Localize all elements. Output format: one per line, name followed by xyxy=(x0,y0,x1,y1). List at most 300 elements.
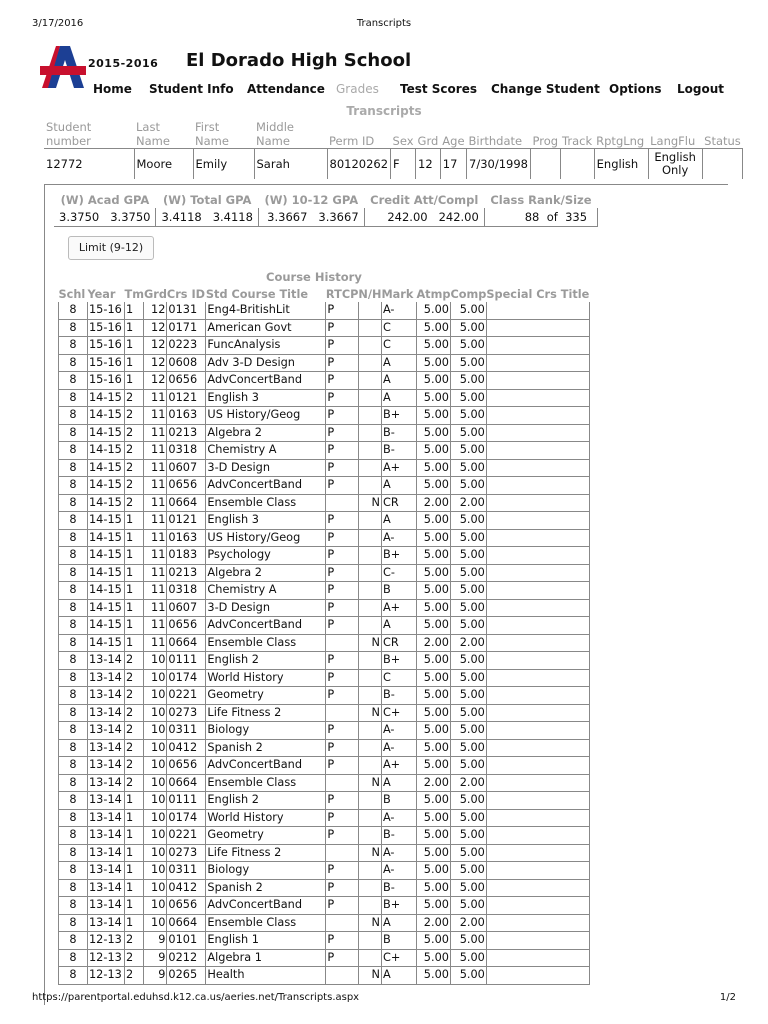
course-school: 8 xyxy=(59,757,88,775)
table-row xyxy=(59,739,590,757)
course-rtcp: P xyxy=(326,897,358,915)
course-id: 0111 xyxy=(167,652,206,670)
course-id: 0412 xyxy=(167,739,206,757)
course-id: 0656 xyxy=(167,617,206,635)
course-grade: 9 xyxy=(144,949,167,967)
student-header: Birthdate xyxy=(468,134,523,148)
course-term: 2 xyxy=(125,949,144,967)
course-school: 8 xyxy=(59,704,88,722)
course-term: 1 xyxy=(125,564,144,582)
course-school: 8 xyxy=(59,914,88,932)
course-special-title xyxy=(486,792,589,810)
course-title: AdvConcertBand xyxy=(206,757,326,775)
course-school: 8 xyxy=(59,669,88,687)
course-title: Ensemble Class xyxy=(206,494,326,512)
course-grade: 11 xyxy=(144,477,167,495)
course-title: Psychology xyxy=(206,547,326,565)
course-attempted: 5.00 xyxy=(416,967,450,985)
limit-button[interactable]: Limit (9-12) xyxy=(68,236,154,260)
student-header: Middle Name xyxy=(256,120,294,148)
course-title: Geometry xyxy=(206,687,326,705)
course-grade: 10 xyxy=(144,722,167,740)
course-title: Geometry xyxy=(206,827,326,845)
table-row xyxy=(59,862,590,880)
course-nh: N xyxy=(358,634,381,652)
course-year: 13-14 xyxy=(88,792,125,810)
table-row xyxy=(59,564,590,582)
course-attempted: 5.00 xyxy=(416,757,450,775)
course-header: Comp xyxy=(450,287,487,301)
course-id: 0163 xyxy=(167,407,206,425)
course-year: 15-16 xyxy=(88,354,125,372)
course-school: 8 xyxy=(59,459,88,477)
course-special-title xyxy=(486,337,589,355)
page-subtitle: Transcripts xyxy=(346,104,422,118)
course-nh xyxy=(358,599,381,617)
course-grade: 11 xyxy=(144,424,167,442)
course-mark: C xyxy=(381,337,416,355)
course-term: 1 xyxy=(125,897,144,915)
course-term: 1 xyxy=(125,372,144,390)
gpa-10-12-weighted: 3.3667 xyxy=(318,210,359,224)
course-id: 0318 xyxy=(167,442,206,460)
table-row xyxy=(59,687,590,705)
course-id: 0607 xyxy=(167,459,206,477)
course-title: Biology xyxy=(206,722,326,740)
course-mark: B- xyxy=(381,424,416,442)
course-title: Ensemble Class xyxy=(206,774,326,792)
course-special-title xyxy=(486,739,589,757)
course-school: 8 xyxy=(59,424,88,442)
course-nh: N xyxy=(358,704,381,722)
course-title: Algebra 2 xyxy=(206,424,326,442)
course-nh xyxy=(358,302,381,319)
course-grade: 11 xyxy=(144,617,167,635)
last-name: Moore xyxy=(134,149,193,180)
course-nh xyxy=(358,582,381,600)
program xyxy=(531,149,561,180)
table-row xyxy=(59,424,590,442)
course-mark: B- xyxy=(381,879,416,897)
table-row xyxy=(59,774,590,792)
nav-options[interactable]: Options xyxy=(609,82,662,96)
table-row xyxy=(59,809,590,827)
course-attempted: 5.00 xyxy=(416,302,450,319)
course-mark: B+ xyxy=(381,407,416,425)
course-nh: N xyxy=(358,774,381,792)
course-id: 0273 xyxy=(167,704,206,722)
course-school: 8 xyxy=(59,967,88,985)
course-attempted: 5.00 xyxy=(416,792,450,810)
course-attempted: 5.00 xyxy=(416,442,450,460)
course-mark: A+ xyxy=(381,599,416,617)
course-term: 2 xyxy=(125,389,144,407)
course-completed: 5.00 xyxy=(450,407,486,425)
course-attempted: 5.00 xyxy=(416,477,450,495)
table-row xyxy=(59,599,590,617)
course-rtcp: P xyxy=(326,652,358,670)
course-nh xyxy=(358,827,381,845)
course-mark: C- xyxy=(381,564,416,582)
class-rank-cell xyxy=(484,208,597,227)
course-school: 8 xyxy=(59,582,88,600)
course-rtcp: P xyxy=(326,809,358,827)
table-row xyxy=(59,757,590,775)
course-completed: 5.00 xyxy=(450,442,486,460)
course-school: 8 xyxy=(59,949,88,967)
course-term: 1 xyxy=(125,354,144,372)
course-attempted: 5.00 xyxy=(416,704,450,722)
course-title: Algebra 1 xyxy=(206,949,326,967)
course-mark: A- xyxy=(381,739,416,757)
course-nh xyxy=(358,354,381,372)
course-title: Eng4-BritishLit xyxy=(206,302,326,319)
course-special-title xyxy=(486,442,589,460)
total-gpa-weighted: 3.4118 xyxy=(212,210,253,224)
course-rtcp: P xyxy=(326,932,358,950)
course-grade: 10 xyxy=(144,704,167,722)
course-attempted: 5.00 xyxy=(416,337,450,355)
student-info-table xyxy=(44,118,743,179)
course-nh xyxy=(358,529,381,547)
course-completed: 5.00 xyxy=(450,372,486,390)
course-grade: 10 xyxy=(144,914,167,932)
course-completed: 2.00 xyxy=(450,634,486,652)
course-nh xyxy=(358,512,381,530)
student-header: Last Name xyxy=(136,120,170,148)
course-school: 8 xyxy=(59,389,88,407)
course-special-title xyxy=(486,687,589,705)
course-special-title xyxy=(486,459,589,477)
course-grade: 11 xyxy=(144,442,167,460)
age: 17 xyxy=(440,149,466,180)
course-year: 13-14 xyxy=(88,844,125,862)
course-grade: 11 xyxy=(144,529,167,547)
course-attempted: 5.00 xyxy=(416,599,450,617)
course-term: 1 xyxy=(125,547,144,565)
course-year: 15-16 xyxy=(88,372,125,390)
course-special-title xyxy=(486,582,589,600)
course-term: 2 xyxy=(125,494,144,512)
student-header: LangFlu xyxy=(650,134,696,148)
course-term: 2 xyxy=(125,722,144,740)
table-row xyxy=(59,354,590,372)
course-grade: 12 xyxy=(144,319,167,337)
course-special-title xyxy=(486,529,589,547)
course-term: 1 xyxy=(125,844,144,862)
course-year: 12-13 xyxy=(88,967,125,985)
course-id: 0656 xyxy=(167,897,206,915)
course-rtcp xyxy=(326,634,358,652)
course-school: 8 xyxy=(59,652,88,670)
course-title: American Govt xyxy=(206,319,326,337)
course-special-title xyxy=(486,862,589,880)
course-mark: A- xyxy=(381,302,416,319)
course-id: 0174 xyxy=(167,669,206,687)
course-header: Std Course Title xyxy=(205,287,308,301)
course-nh: N xyxy=(358,494,381,512)
nav-attendance[interactable]: Attendance xyxy=(247,82,325,96)
course-year: 12-13 xyxy=(88,949,125,967)
credits-cell xyxy=(364,208,484,227)
course-completed: 5.00 xyxy=(450,932,486,950)
course-title: Chemistry A xyxy=(206,582,326,600)
class-size: 335 xyxy=(565,210,588,224)
school-name: El Dorado High School xyxy=(186,50,412,71)
course-grade: 10 xyxy=(144,669,167,687)
course-completed: 5.00 xyxy=(450,302,486,319)
course-header: Schl xyxy=(58,287,86,301)
course-completed: 5.00 xyxy=(450,512,486,530)
course-rtcp: P xyxy=(326,389,358,407)
nav-student-info[interactable]: Student Info xyxy=(149,82,234,96)
course-id: 0656 xyxy=(167,757,206,775)
course-rtcp: P xyxy=(326,372,358,390)
course-attempted: 5.00 xyxy=(416,739,450,757)
course-completed: 5.00 xyxy=(450,547,486,565)
course-id: 0111 xyxy=(167,792,206,810)
course-year: 14-15 xyxy=(88,564,125,582)
course-nh xyxy=(358,442,381,460)
course-term: 1 xyxy=(125,512,144,530)
course-title: English 3 xyxy=(206,512,326,530)
course-year: 13-14 xyxy=(88,897,125,915)
course-school: 8 xyxy=(59,494,88,512)
course-header: RTCP xyxy=(325,287,359,301)
course-attempted: 5.00 xyxy=(416,722,450,740)
course-id: 0131 xyxy=(167,302,206,319)
student-row xyxy=(44,149,743,180)
course-special-title xyxy=(486,932,589,950)
course-attempted: 2.00 xyxy=(416,774,450,792)
sex: F xyxy=(391,149,416,180)
course-id: 0318 xyxy=(167,582,206,600)
perm-id: 80120262 xyxy=(327,149,391,180)
course-grade: 10 xyxy=(144,774,167,792)
student-header: Sex xyxy=(392,134,414,148)
course-mark: C+ xyxy=(381,704,416,722)
course-term: 1 xyxy=(125,599,144,617)
course-year: 13-14 xyxy=(88,687,125,705)
course-attempted: 5.00 xyxy=(416,949,450,967)
course-special-title xyxy=(486,757,589,775)
course-grade: 12 xyxy=(144,302,167,319)
course-special-title xyxy=(486,302,589,319)
course-rtcp: P xyxy=(326,722,358,740)
course-completed: 5.00 xyxy=(450,337,486,355)
table-row xyxy=(59,407,590,425)
course-rtcp: P xyxy=(326,687,358,705)
course-id: 0101 xyxy=(167,932,206,950)
course-nh xyxy=(358,652,381,670)
course-school: 8 xyxy=(59,512,88,530)
table-row xyxy=(59,967,590,985)
course-year: 14-15 xyxy=(88,512,125,530)
course-completed: 5.00 xyxy=(450,949,486,967)
course-id: 0412 xyxy=(167,879,206,897)
gpa-header: (W) Acad GPA xyxy=(60,193,150,207)
course-rtcp: P xyxy=(326,547,358,565)
course-completed: 5.00 xyxy=(450,319,486,337)
course-completed: 5.00 xyxy=(450,529,486,547)
course-grade: 11 xyxy=(144,634,167,652)
course-term: 2 xyxy=(125,704,144,722)
course-school: 8 xyxy=(59,809,88,827)
course-id: 0311 xyxy=(167,862,206,880)
course-term: 1 xyxy=(125,879,144,897)
course-rtcp: P xyxy=(326,354,358,372)
aeries-logo xyxy=(40,44,86,90)
course-title: AdvConcertBand xyxy=(206,372,326,390)
nav-logout[interactable]: Logout xyxy=(677,82,725,96)
course-attempted: 5.00 xyxy=(416,372,450,390)
course-year: 14-15 xyxy=(88,389,125,407)
course-grade: 11 xyxy=(144,407,167,425)
course-completed: 5.00 xyxy=(450,617,486,635)
course-grade: 12 xyxy=(144,354,167,372)
course-rtcp: P xyxy=(326,582,358,600)
course-special-title xyxy=(486,827,589,845)
course-id: 0664 xyxy=(167,914,206,932)
course-grade: 10 xyxy=(144,652,167,670)
course-grade: 11 xyxy=(144,494,167,512)
course-year: 15-16 xyxy=(88,337,125,355)
course-term: 1 xyxy=(125,634,144,652)
course-year: 14-15 xyxy=(88,547,125,565)
course-title: US History/Geog xyxy=(206,407,326,425)
gpa-header: (W) Total GPA xyxy=(163,193,252,207)
course-nh xyxy=(358,687,381,705)
course-title: English 1 xyxy=(206,932,326,950)
course-mark: C xyxy=(381,669,416,687)
course-term: 1 xyxy=(125,529,144,547)
acad-gpa-cell xyxy=(54,208,156,227)
course-title: Chemistry A xyxy=(206,442,326,460)
course-mark: A xyxy=(381,774,416,792)
course-completed: 5.00 xyxy=(450,599,486,617)
course-completed: 5.00 xyxy=(450,827,486,845)
course-year: 13-14 xyxy=(88,739,125,757)
student-header: Status xyxy=(704,134,741,148)
course-id: 0664 xyxy=(167,774,206,792)
course-title: AdvConcertBand xyxy=(206,477,326,495)
course-attempted: 5.00 xyxy=(416,809,450,827)
table-row xyxy=(59,827,590,845)
course-nh xyxy=(358,389,381,407)
course-history-body xyxy=(59,302,590,984)
course-rtcp: P xyxy=(326,862,358,880)
course-completed: 5.00 xyxy=(450,704,486,722)
course-completed: 5.00 xyxy=(450,687,486,705)
course-id: 0664 xyxy=(167,494,206,512)
course-history-table xyxy=(58,286,590,985)
course-rtcp: P xyxy=(326,424,358,442)
table-row xyxy=(59,389,590,407)
course-mark: B xyxy=(381,582,416,600)
student-header: First Name xyxy=(195,120,229,148)
course-rtcp: P xyxy=(326,302,358,319)
course-header: Mark xyxy=(381,287,414,301)
course-id: 0311 xyxy=(167,722,206,740)
course-attempted: 5.00 xyxy=(416,844,450,862)
gpa-row xyxy=(54,208,598,227)
course-rtcp xyxy=(326,914,358,932)
course-school: 8 xyxy=(59,774,88,792)
table-row xyxy=(59,547,590,565)
course-school: 8 xyxy=(59,372,88,390)
course-term: 1 xyxy=(125,319,144,337)
course-nh xyxy=(358,809,381,827)
course-year: 14-15 xyxy=(88,582,125,600)
table-row xyxy=(59,372,590,390)
course-grade: 11 xyxy=(144,599,167,617)
course-school: 8 xyxy=(59,337,88,355)
course-attempted: 5.00 xyxy=(416,424,450,442)
nav-change-student[interactable]: Change Student xyxy=(491,82,600,96)
student-header: Student number xyxy=(46,120,92,148)
course-grade: 10 xyxy=(144,739,167,757)
course-special-title xyxy=(486,599,589,617)
nav-test-scores[interactable]: Test Scores xyxy=(400,82,477,96)
course-nh xyxy=(358,739,381,757)
course-completed: 2.00 xyxy=(450,914,486,932)
course-grade: 11 xyxy=(144,582,167,600)
course-nh xyxy=(358,879,381,897)
course-attempted: 5.00 xyxy=(416,319,450,337)
course-term: 2 xyxy=(125,774,144,792)
course-rtcp: P xyxy=(326,669,358,687)
course-mark: B xyxy=(381,932,416,950)
table-row xyxy=(59,512,590,530)
course-title: English 3 xyxy=(206,389,326,407)
course-year: 15-16 xyxy=(88,302,125,319)
course-rtcp: P xyxy=(326,879,358,897)
nav-home[interactable]: Home xyxy=(93,82,132,96)
course-completed: 5.00 xyxy=(450,669,486,687)
course-completed: 5.00 xyxy=(450,582,486,600)
course-mark: A xyxy=(381,914,416,932)
course-mark: A xyxy=(381,617,416,635)
course-rtcp: P xyxy=(326,442,358,460)
print-url: https://parentportal.eduhsd.k12.ca.us/aeries.net/Transcripts.aspx xyxy=(32,992,360,1003)
course-year: 13-14 xyxy=(88,722,125,740)
course-header: N/H xyxy=(358,287,382,301)
course-title: World History xyxy=(206,809,326,827)
course-attempted: 5.00 xyxy=(416,669,450,687)
course-year: 13-14 xyxy=(88,862,125,880)
school-year: 2015-2016 xyxy=(88,57,159,70)
course-title: Spanish 2 xyxy=(206,739,326,757)
course-id: 0607 xyxy=(167,599,206,617)
student-header: Grd xyxy=(417,134,439,148)
course-rtcp: P xyxy=(326,827,358,845)
print-page-number: 1/2 xyxy=(719,992,736,1003)
course-header: Crs ID xyxy=(166,287,206,301)
course-grade: 9 xyxy=(144,932,167,950)
course-grade: 11 xyxy=(144,459,167,477)
course-grade: 10 xyxy=(144,757,167,775)
table-row xyxy=(59,652,590,670)
table-row xyxy=(59,494,590,512)
course-special-title xyxy=(486,512,589,530)
course-title: Spanish 2 xyxy=(206,879,326,897)
course-attempted: 5.00 xyxy=(416,407,450,425)
course-completed: 5.00 xyxy=(450,459,486,477)
course-title: 3-D Design xyxy=(206,599,326,617)
course-nh xyxy=(358,932,381,950)
course-term: 1 xyxy=(125,302,144,319)
nav-grades[interactable]: Grades xyxy=(336,82,379,96)
